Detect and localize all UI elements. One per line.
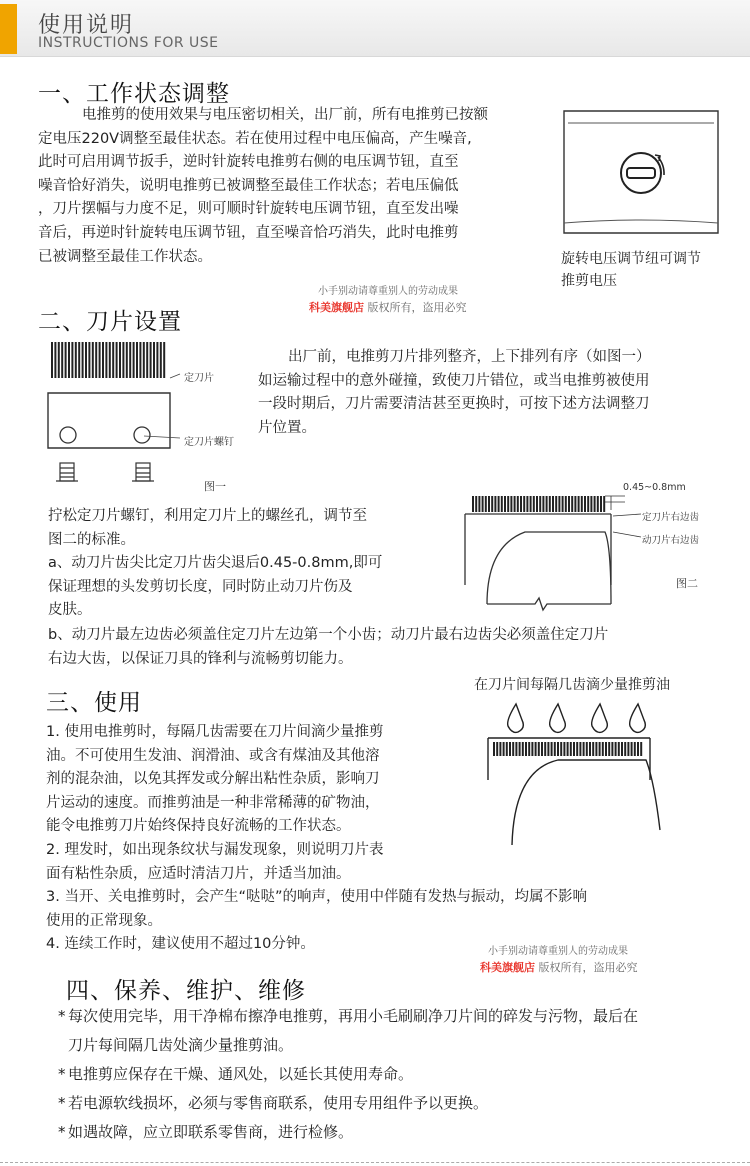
section2-intro xyxy=(258,346,728,440)
section3-line: 1. 使用电推剪时，每隔几齿需要在刀片间滴少量推剪 xyxy=(46,724,384,740)
section1-line: 音后，再逆时针旋转电压调节钮，直至噪音恰巧消失，此时电推剪 xyxy=(38,224,459,241)
fig1-name: 图一 xyxy=(204,480,226,493)
page-subtitle: INSTRUCTIONS FOR USE xyxy=(38,35,219,51)
star-bullet: * xyxy=(58,1123,66,1141)
section3-line: 剂的混杂油，以免其挥发或分解出粘性杂质，影响刀 xyxy=(46,771,380,788)
label-fixed-screw: 定刀片螺钉 xyxy=(184,437,234,448)
section3-line: 使用的正常现象。 xyxy=(46,912,162,929)
section3-line: 面有粘性杂质，应适时清洁刀片，并适当加油。 xyxy=(46,865,351,882)
label-moving-right-tooth: 动刀片右边齿 xyxy=(642,535,700,546)
page-title: 使用说明 xyxy=(38,13,135,38)
section2-adjust-line: 皮肤。 xyxy=(48,602,92,619)
section1-line: 噪音恰好消失，说明电推剪已被调整至最佳工作状态；若电压偏低 xyxy=(38,177,459,194)
section2-intro-line: 如运输过程中的意外碰撞，致使刀片错位，或当电推剪被使用 xyxy=(258,372,650,389)
watermark-line: 小手别动请尊重别人的劳动成果 xyxy=(318,286,458,297)
header-accent xyxy=(0,4,17,54)
section1-body xyxy=(38,104,558,269)
section2-intro-line: 出厂前，电推剪刀片排列整齐，上下排列有序（如图一） xyxy=(288,349,651,365)
section3-line: 能令电推剪刀片始终保持良好流畅的工作状态。 xyxy=(46,818,351,835)
list-item-line: 如遇故障，应立即联系零售商，进行检修。 xyxy=(68,1123,354,1141)
list-item-line: 刀片每间隔几齿处滴少量推剪油。 xyxy=(68,1036,294,1054)
bottom-divider xyxy=(0,1162,750,1163)
section3-line: 片运动的速度。而推剪油是一种非常稀薄的矿物油， xyxy=(46,794,380,811)
fig2-measure: 0.45~0.8mm xyxy=(623,482,686,493)
star-bullet: * xyxy=(58,1094,66,1112)
note-b-line: b、动刀片最左边齿必须盖住定刀片左边第一个小齿；动刀片最右边齿尖必须盖住定刀片 xyxy=(48,627,609,643)
list-item xyxy=(58,1062,738,1087)
list-item-line: 电推剪应保存在干燥、通风处，以延长其使用寿命。 xyxy=(68,1065,414,1083)
section4-list xyxy=(58,1004,738,1145)
list-item xyxy=(58,1120,738,1145)
label-fixed-right-tooth: 定刀片右边齿 xyxy=(642,512,700,523)
blade-teeth xyxy=(473,496,604,512)
section1-line: 电推剪的使用效果与电压密切相关，出厂前，所有电推剪已按额 xyxy=(82,107,488,123)
section3-title: 三、使用 xyxy=(46,690,142,716)
section1-line: 定电压220V调整至最佳状态。若在使用过程中电压偏高，产生噪音, xyxy=(38,130,472,147)
section4-title: 四、保养、维护、维修 xyxy=(66,978,306,1004)
section2-adjust-line: 保证理想的头发剪切长度，同时防止动刀片伤及 xyxy=(48,578,353,595)
section2-note-b xyxy=(48,624,728,671)
list-item-line: 若电源软线损坏，必须与零售商联系，使用专用组件予以更换。 xyxy=(68,1094,489,1112)
section2-adjust-line: 拧松定刀片螺钉，利用定刀片上的螺丝孔，调节至 xyxy=(48,508,367,524)
section1-line: 已被调整至最佳工作状态。 xyxy=(38,248,212,265)
star-bullet: * xyxy=(58,1065,66,1083)
label-fixed-blade: 定刀片 xyxy=(184,373,214,384)
section3-line: 2. 理发时，如出现条纹状与漏发现象，则说明刀片表 xyxy=(46,841,384,858)
section2-adjust xyxy=(48,505,448,623)
watermark-copyright: 版权所有，盗用必究 xyxy=(535,961,638,974)
shop-name: 科美旗舰店 xyxy=(480,961,535,974)
voltage-knob-figure xyxy=(560,105,722,245)
oil-drop-figure xyxy=(478,700,668,845)
blade-teeth xyxy=(494,742,641,756)
fig2-name: 图二 xyxy=(676,577,698,590)
note-b-line: 右边大齿，以保证刀具的锋利与流畅剪切能力。 xyxy=(48,650,353,667)
oil-caption: 在刀片间每隔几齿滴少量推剪油 xyxy=(474,677,670,693)
list-item-line: 每次使用完毕，用干净棉布擦净电推剪，再用小毛刷刷净刀片间的碎发与污物，最后在 xyxy=(68,1007,639,1025)
section2-intro-line: 一段时期后，刀片需要清洁甚至更换时，可按下述方法调整刀 xyxy=(258,396,650,413)
section1-line: 此时可启用调节扳手，逆时针旋转电推剪右侧的电压调节钮，直至 xyxy=(38,154,459,171)
blade-teeth xyxy=(52,342,164,378)
shop-name: 科美旗舰店 xyxy=(309,301,364,314)
section3-line: 3. 当开、关电推剪时，会产生“哒哒”的响声，使用中伴随有发热与振动，均属不影响 xyxy=(46,889,587,906)
list-item xyxy=(58,1004,738,1058)
watermark xyxy=(309,282,467,315)
watermark xyxy=(480,942,638,975)
section2-adjust-line: 图二的标准。 xyxy=(48,531,135,548)
section2-title: 二、刀片设置 xyxy=(38,309,182,335)
watermark-line xyxy=(480,959,638,975)
knob-caption-line: 旋转电压调节纽可调节 xyxy=(561,251,701,267)
section3-line: 4. 连续工作时，建议使用不超过10分钟。 xyxy=(46,936,315,953)
section3-line: 油。不可使用生发油、润滑油、或含有煤油及其他溶 xyxy=(46,747,380,764)
watermark-line: 小手别动请尊重别人的劳动成果 xyxy=(488,946,628,957)
watermark-copyright: 版权所有，盗用必究 xyxy=(364,301,467,314)
star-bullet: * xyxy=(58,1007,66,1025)
section1-line: ，刀片摆幅与力度不足，则可顺时针旋转电压调节钮，直至发出噪 xyxy=(38,201,459,218)
list-item xyxy=(58,1091,738,1116)
section2-adjust-line: a、动刀片齿尖比定刀片齿尖退后0.45-0.8mm,即可 xyxy=(48,555,383,572)
blade-figure-1 xyxy=(40,338,270,498)
watermark-line xyxy=(309,299,467,315)
knob-caption-line: 推剪电压 xyxy=(561,273,617,289)
section2-intro-line: 片位置。 xyxy=(258,419,316,436)
section1-title: 一、工作状态调整 xyxy=(38,81,230,107)
knob-caption xyxy=(561,248,701,292)
